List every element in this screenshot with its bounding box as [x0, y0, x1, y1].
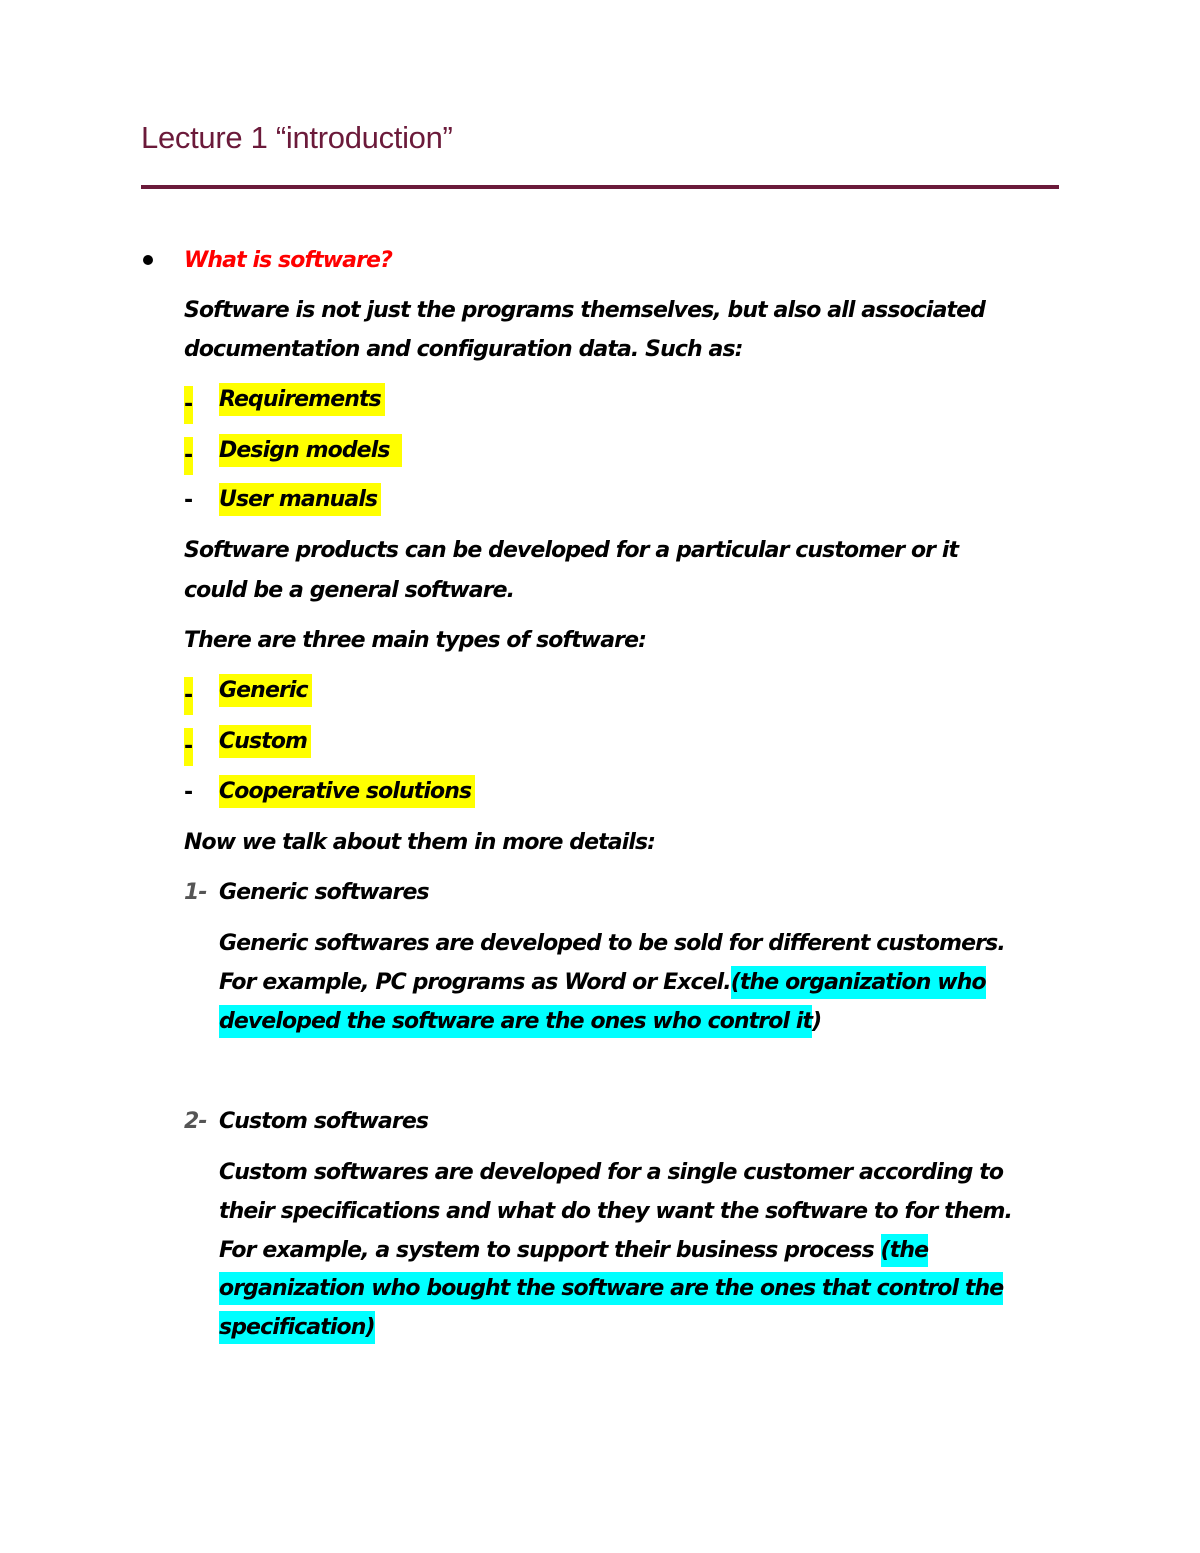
list-item-label: Custom [219, 725, 311, 758]
list-dash: - [184, 780, 194, 805]
body-text: For example, PC programs as Word or Excel. [219, 970, 731, 995]
highlighted-note: developed the software are the ones who control it [219, 1005, 812, 1038]
highlighted-note: (the [881, 1234, 929, 1267]
section-body-line: Generic softwares are developed to be sold for different customers. [219, 931, 1005, 956]
list-item-label: Cooperative solutions [219, 775, 475, 808]
list-item [219, 485, 381, 515]
paragraph-line: Now we talk about them in more details: [184, 830, 656, 855]
section-body-line: Custom softwares are developed for a single customer according to [219, 1160, 1004, 1185]
list-item-label: Design models [219, 434, 402, 467]
definition-line: documentation and configuration data. Such as: [184, 337, 743, 362]
section-body-line [219, 1007, 821, 1037]
section-body-line [219, 968, 986, 998]
list-dash: - [184, 386, 193, 424]
list-item-label: Requirements [219, 383, 385, 416]
list-item [219, 727, 311, 757]
section-body-line [219, 1274, 1003, 1304]
section-number: 1- [184, 880, 207, 905]
paragraph-line: Software products can be developed for a particular customer or it [184, 538, 959, 563]
paragraph-line: could be a general software. [184, 578, 515, 603]
list-dash: - [184, 488, 194, 513]
list-item [219, 436, 402, 466]
bullet-icon [143, 255, 153, 265]
section-body-line [219, 1236, 928, 1266]
list-dash: - [184, 437, 193, 475]
section-heading: Custom softwares [219, 1109, 429, 1134]
section-number: 2- [184, 1109, 207, 1134]
list-item-label: User manuals [219, 483, 381, 516]
list-item-label: Generic [219, 674, 312, 707]
highlighted-note: specification) [219, 1311, 375, 1344]
definition-line: Software is not just the programs themselves, but also all associated [184, 298, 986, 323]
list-dash: - [184, 677, 193, 715]
list-dash: - [184, 728, 193, 766]
section-body-line: their specifications and what do they want the software to for them. [219, 1199, 1012, 1224]
page-title: Lecture 1 “introduction” [141, 120, 453, 155]
section-body-line [219, 1313, 375, 1343]
list-item [219, 676, 312, 706]
body-text: For example, a system to support their business process [219, 1238, 881, 1263]
highlighted-note: (the organization who [731, 966, 986, 999]
list-item [219, 385, 385, 415]
list-item [219, 777, 475, 807]
section-heading: Generic softwares [219, 880, 429, 905]
section-question: What is software? [184, 248, 392, 273]
paragraph-line: There are three main types of software: [184, 628, 647, 653]
body-text: ) [812, 1009, 822, 1034]
title-divider [141, 185, 1059, 189]
highlighted-note: organization who bought the software are the ones that control the [219, 1272, 1003, 1305]
